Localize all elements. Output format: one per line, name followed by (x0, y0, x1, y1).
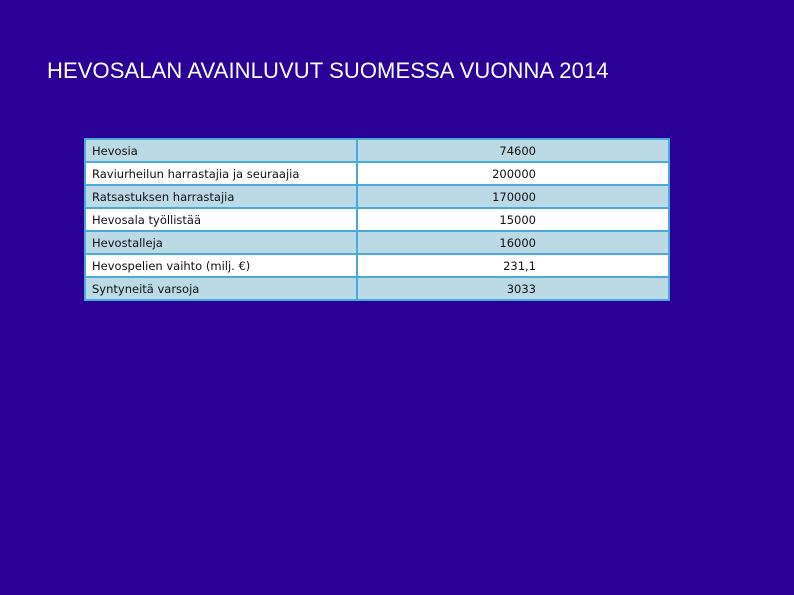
row-value-cell (357, 277, 669, 300)
table-row (85, 254, 669, 277)
row-value-cell (357, 231, 669, 254)
row-value-cell (357, 254, 669, 277)
row-value-cell (357, 139, 669, 162)
row-label: Hevosia (85, 139, 357, 162)
table-row (85, 139, 669, 162)
table-row (85, 277, 669, 300)
row-label: Ratsastuksen harrastajia (85, 185, 357, 208)
row-value-cell (357, 208, 669, 231)
row-label: Raviurheilun harrastajia ja seuraajia (85, 162, 357, 185)
row-value: 74600 (499, 143, 536, 158)
table-row (85, 208, 669, 231)
row-label: Hevosala työllistää (85, 208, 357, 231)
row-label: Hevospelien vaihto (milj. €) (85, 254, 357, 277)
row-value: 15000 (499, 212, 536, 227)
row-value: 16000 (499, 235, 536, 250)
table-row (85, 162, 669, 185)
key-figures-table (84, 138, 670, 301)
row-label: Hevostalleja (85, 231, 357, 254)
row-value-cell (357, 162, 669, 185)
row-value: 3033 (506, 281, 536, 296)
slide-title: HEVOSALAN AVAINLUVUT SUOMESSA VUONNA 2014 (47, 58, 609, 83)
row-value: 200000 (492, 166, 536, 181)
row-value-cell (357, 185, 669, 208)
row-label: Syntyneitä varsoja (85, 277, 357, 300)
table-row (85, 185, 669, 208)
row-value: 170000 (492, 189, 536, 204)
row-value: 231,1 (503, 258, 536, 273)
table-row (85, 231, 669, 254)
